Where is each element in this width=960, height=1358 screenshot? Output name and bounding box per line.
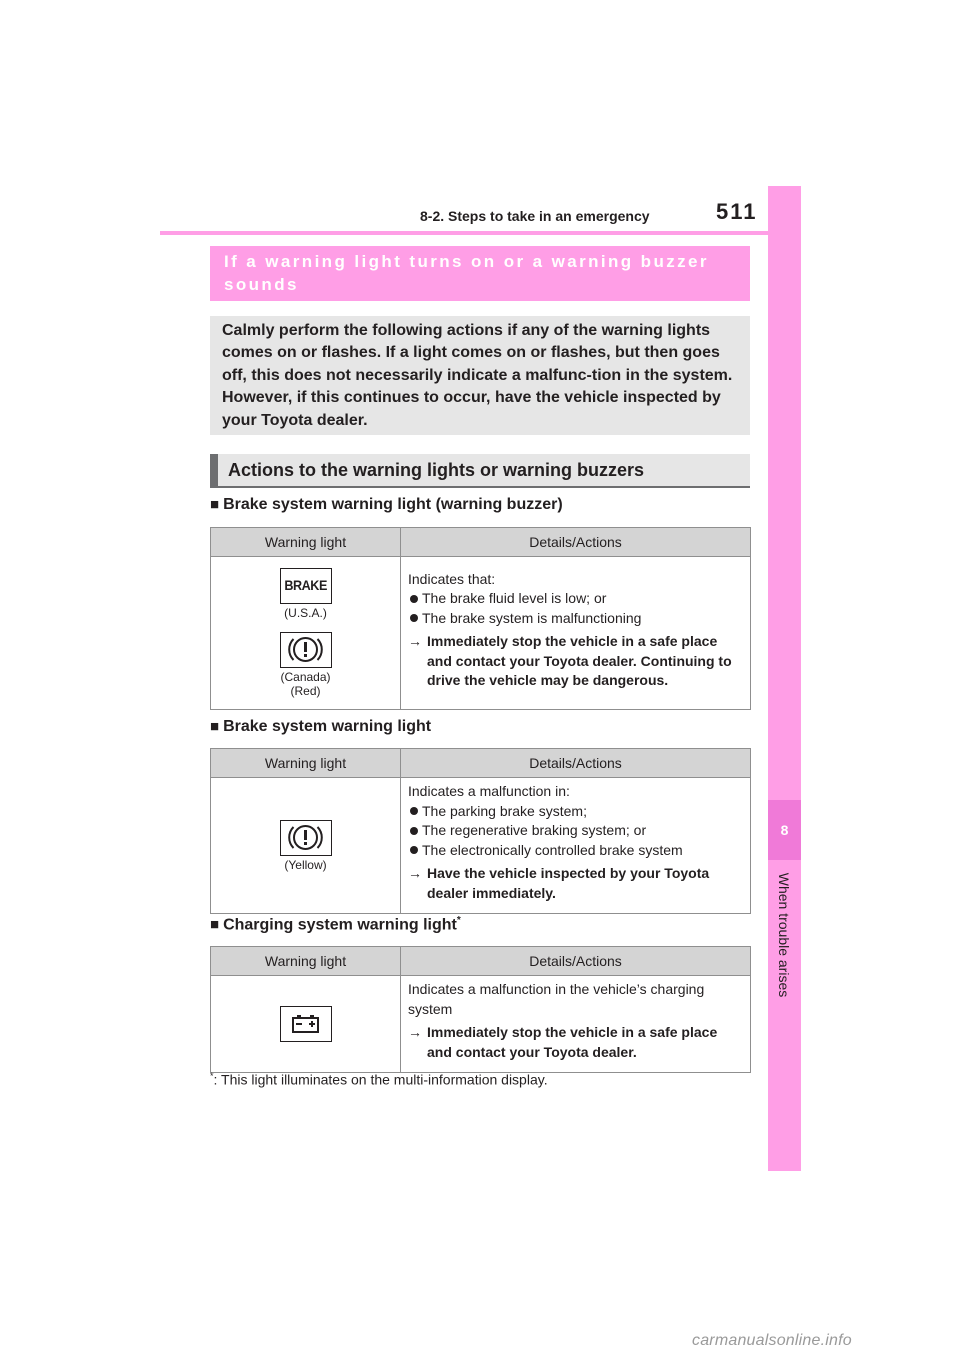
chapter-title: When trouble arises	[776, 872, 792, 998]
chapter-tab	[768, 186, 801, 1171]
footnote: *: This light illuminates on the multi-information display.	[210, 1071, 548, 1088]
square-bullet-icon: ■	[210, 496, 220, 513]
exclamation-circle-icon	[280, 632, 332, 668]
details-intro: Indicates a malfunction in the vehicle’s charging system	[408, 981, 705, 1017]
list-item: The parking brake system;	[408, 802, 744, 822]
icon-caption: (Red)	[290, 684, 321, 698]
exclamation-circle-icon	[280, 820, 332, 856]
square-bullet-icon: ■	[210, 916, 220, 934]
subsection-header: Actions to the warning lights or warning buzzers	[210, 454, 750, 488]
details-cell	[401, 557, 751, 710]
section-header: 8-2. Steps to take in an emergency	[420, 208, 650, 224]
warning-table-charging	[210, 946, 751, 1073]
details-cell	[401, 778, 751, 914]
icon-caption: (Yellow)	[284, 857, 327, 872]
table-header-warning-light: Warning light	[211, 749, 401, 778]
list-item: The regenerative braking system; or	[408, 821, 744, 841]
warning-table-brake	[210, 748, 751, 914]
details-cell	[401, 976, 751, 1073]
table-header-warning-light: Warning light	[211, 528, 401, 557]
action-text: → Immediately stop the vehicle in a safe place and contact your Toyota dealer.	[408, 1024, 718, 1060]
chapter-number: 8	[768, 800, 801, 860]
action-text: → Immediately stop the vehicle in a safe place and contact your Toyota dealer. Continuing to drive the vehicle may be dangerous.	[408, 633, 732, 688]
details-intro: Indicates that:	[408, 570, 496, 587]
arrow-icon: →	[408, 633, 422, 649]
icon-caption: (U.S.A.)	[284, 606, 327, 620]
action-text: → Have the vehicle inspected by your Toyota dealer immediately.	[408, 865, 710, 901]
table-header-details: Details/Actions	[401, 528, 751, 557]
square-bullet-icon: ■	[210, 718, 220, 735]
section-title-brake-buzzer: ■ Brake system warning light (warning buzzer)	[210, 496, 563, 513]
section-title-charging: ■ Charging system warning light*	[210, 915, 461, 934]
section-title-brake: ■ Brake system warning light	[210, 718, 432, 735]
table-header-details: Details/Actions	[401, 947, 751, 976]
header-rule	[160, 231, 768, 235]
warning-light-cell	[211, 976, 401, 1073]
warning-light-cell	[211, 778, 401, 914]
arrow-icon: →	[408, 1024, 422, 1040]
intro-text: Calmly perform the following actions if any of the warning lights comes on or flashes. If a light comes on or flashes, but then goes off, this does not necessarily indicate a malfunc-tion in the system. However, if this continues to occur, have the vehicle inspected by your Toyota dealer.	[210, 316, 750, 435]
table-header-warning-light: Warning light	[211, 947, 401, 976]
watermark: carmanualsonline.info	[692, 1332, 852, 1349]
page-number: 511	[716, 199, 758, 224]
list-item: The brake system is malfunctioning	[408, 609, 744, 629]
icon-caption: (Canada)	[280, 670, 331, 684]
warning-light-cell	[211, 557, 401, 710]
list-item: The brake fluid level is low; or	[408, 589, 744, 609]
section-banner: If a warning light turns on or a warning buzzer sounds	[210, 246, 750, 301]
battery-icon	[280, 1006, 332, 1042]
arrow-icon: →	[408, 865, 422, 881]
list-item: The electronically controlled brake system	[408, 841, 744, 861]
brake-text-icon: BRAKE	[280, 568, 332, 604]
table-header-details: Details/Actions	[401, 749, 751, 778]
details-intro: Indicates a malfunction in:	[408, 783, 570, 799]
warning-table-brake-buzzer	[210, 527, 751, 710]
